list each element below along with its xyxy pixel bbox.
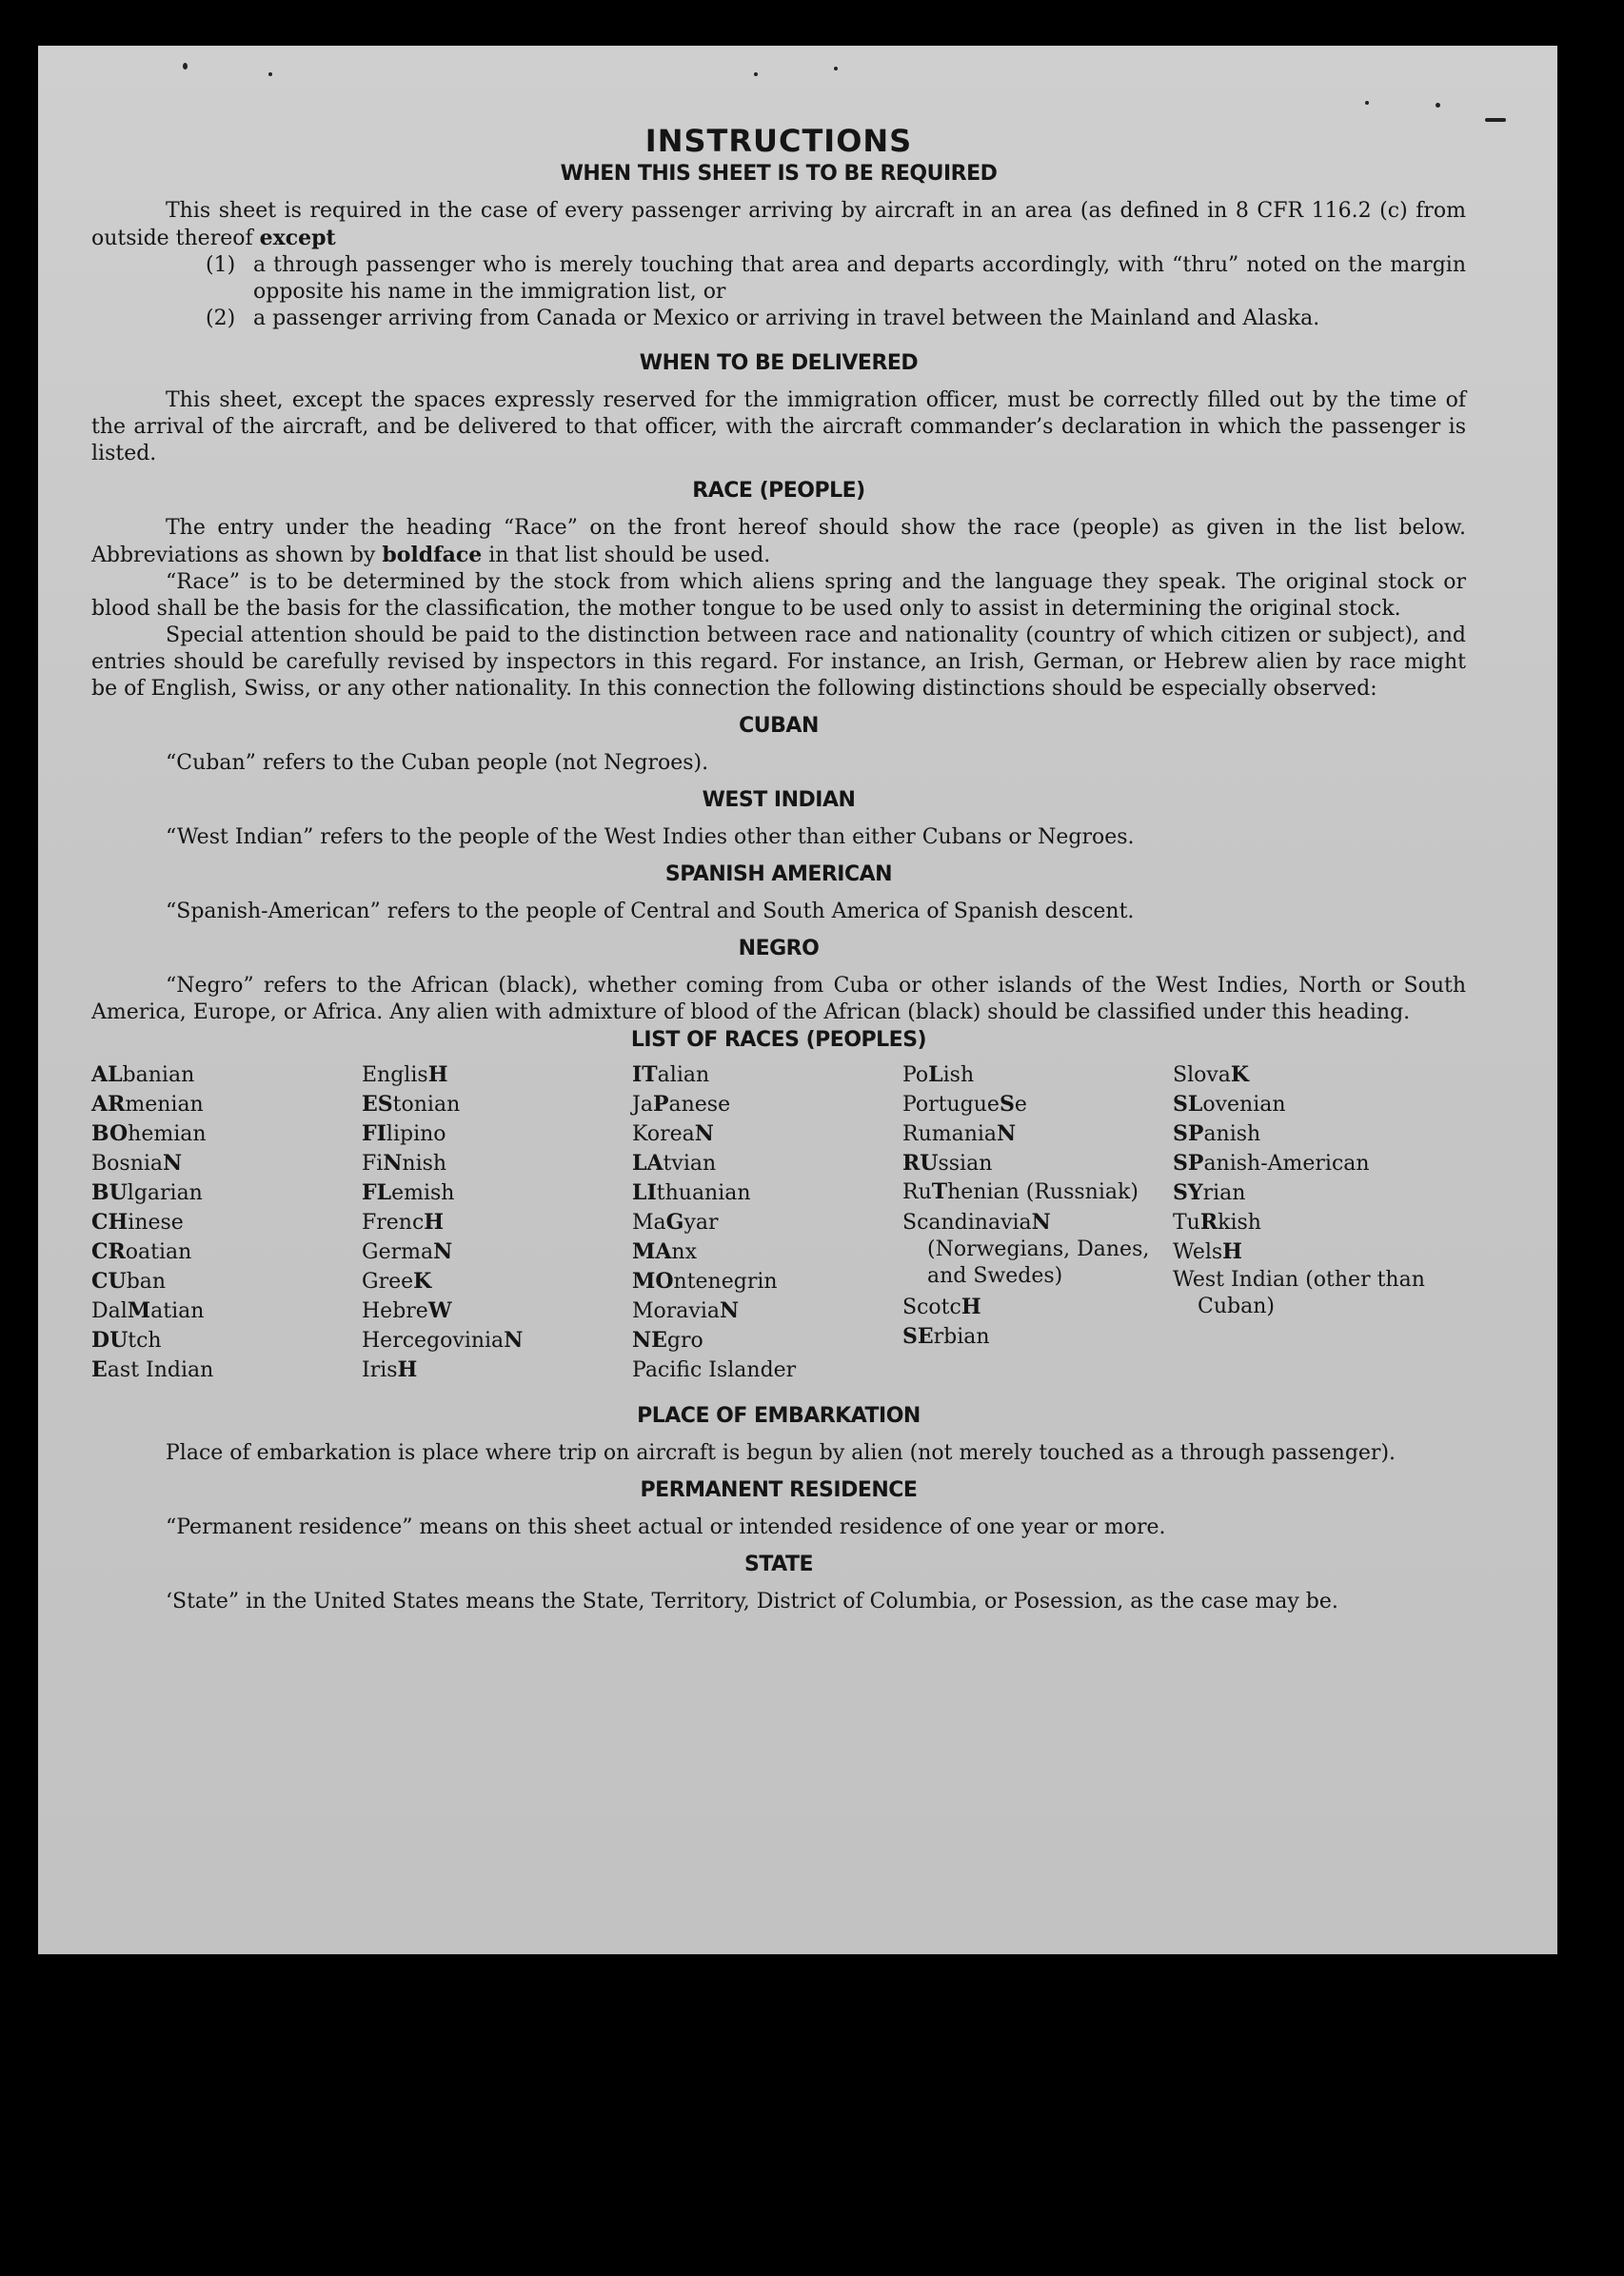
race-entry: FIlipino: [362, 1121, 446, 1146]
race-entry: WelsH: [1173, 1239, 1242, 1264]
race-entry: BUlgarian: [91, 1180, 203, 1205]
heading-west-indian: WEST INDIAN: [702, 788, 856, 812]
race-entry: East Indian: [91, 1357, 214, 1382]
race-entry: FiNnish: [362, 1151, 447, 1176]
race-entry: RuThenian (Russniak): [902, 1179, 1139, 1204]
heading-race: RACE (PEOPLE): [692, 479, 865, 503]
heading-delivered: WHEN TO BE DELIVERED: [639, 351, 919, 375]
instructions-text: [91, 122, 1466, 1615]
heading-required: WHEN THIS SHEET IS TO BE REQUIRED: [560, 162, 998, 186]
races-column: [362, 1060, 632, 1385]
speck: [1436, 103, 1440, 108]
race-entry: MoraviaN: [632, 1298, 740, 1323]
races-column: [902, 1060, 1173, 1385]
race-entry: TuRkish: [1173, 1210, 1261, 1235]
required-item-1: (1) a through passenger who is merely touching that area and departs accordingly, with “thru” noted on the margin opposite his name in the immigration list, or: [206, 253, 1466, 304]
race-entry: ScotcH: [902, 1295, 981, 1319]
race-entry: RUssian: [902, 1151, 993, 1176]
race-entry: FLemish: [362, 1180, 455, 1205]
race-entry: ARmenian: [91, 1092, 204, 1117]
race-entry: DalMatian: [91, 1298, 205, 1323]
race-entry: SYrian: [1173, 1180, 1246, 1205]
race-paragraph-3: Special attention should be paid to the distinction between race and nationality (country of which citizen or subject), and entries should be carefully revised by inspectors in this regard. For instance, an Irish, German, or Hebrew alien by race might be of English, Swiss, or any other nationality. In this connection the following distinctions should be especially observed:: [91, 623, 1466, 701]
race-entry: DUtch: [91, 1328, 162, 1353]
west-indian-text: “West Indian” refers to the people of the West Indies other than either Cubans or Negroes.: [166, 825, 1135, 849]
races-list: [91, 1060, 1466, 1385]
race-entry: RumaniaN: [902, 1121, 1017, 1146]
races-column: [632, 1060, 902, 1385]
race-entry: EnglisH: [362, 1062, 448, 1087]
required-intro: This sheet is required in the case of every passenger arriving by aircraft in an area (as defined in 8 CFR 116.2 (c) from outside thereof except: [91, 199, 1466, 250]
race-entry: CRoatian: [91, 1239, 192, 1264]
race-entry: HercegoviniaN: [362, 1328, 524, 1353]
race-entry: LIthuanian: [632, 1180, 751, 1205]
race-entry: GreeK: [362, 1269, 432, 1294]
race-entry: GermaN: [362, 1239, 453, 1264]
speck: [1485, 118, 1506, 122]
speck: [183, 63, 188, 69]
race-entry: IrisH: [362, 1357, 418, 1382]
race-entry: BosniaN: [91, 1151, 183, 1176]
race-entry: JaPanese: [632, 1092, 731, 1117]
heading-embarkation: PLACE OF EMBARKATION: [637, 1404, 921, 1428]
race-paragraph-2: “Race” is to be determined by the stock from which aliens spring and the language they speak. The original stock or blood shall be the basis for the classification, the mother tongue to be used only to assist in determining the original stock.: [91, 570, 1466, 621]
speck: [754, 72, 758, 76]
speck: [1365, 101, 1369, 105]
race-entry: SlovaK: [1173, 1062, 1250, 1087]
heading-list-of-races: LIST OF RACES (PEOPLES): [630, 1028, 927, 1052]
race-entry: MOntenegrin: [632, 1269, 778, 1294]
race-entry: ScandinaviaN (Norwegians, Danes, and Swedes): [902, 1210, 1150, 1288]
race-entry: EStonian: [362, 1092, 461, 1117]
page-title: INSTRUCTIONS: [644, 123, 913, 159]
race-entry: SPanish: [1173, 1121, 1261, 1146]
race-entry: MaGyar: [632, 1210, 719, 1235]
race-entry: Pacific Islander: [632, 1358, 797, 1382]
heading-cuban: CUBAN: [739, 714, 819, 738]
residence-text: “Permanent residence” means on this sheet actual or intended residence of one year or more.: [166, 1515, 1166, 1539]
race-entry: PoLish: [902, 1062, 975, 1087]
heading-spanish-american: SPANISH AMERICAN: [664, 862, 893, 886]
state-text: ‘State” in the United States means the State, Territory, District of Columbia, or Posession, as the case may be.: [166, 1590, 1338, 1613]
speck: [834, 67, 838, 70]
races-column: [91, 1060, 362, 1385]
race-entry: BOhemian: [91, 1121, 207, 1146]
race-entry: KoreaN: [632, 1121, 714, 1146]
race-entry: NEgro: [632, 1328, 703, 1353]
heading-negro: NEGRO: [738, 937, 820, 960]
cuban-text: “Cuban” refers to the Cuban people (not Negroes).: [166, 751, 709, 775]
race-entry: PortugueSe: [902, 1092, 1027, 1117]
delivered-text: This sheet, except the spaces expressly reserved for the immigration officer, must be correctly filled out by the time of the arrival of the aircraft, and be delivered to that officer, with the aircraft commander’s declaration in which the passenger is listed.: [91, 388, 1466, 465]
heading-state: STATE: [744, 1553, 813, 1576]
races-column: [1173, 1060, 1443, 1385]
race-entry: LAtvian: [632, 1151, 717, 1176]
race-paragraph-1: The entry under the heading “Race” on the front hereof should show the race (people) as given in the list below. Abbreviations as shown by boldface in that list should be used.: [91, 516, 1466, 567]
race-entry: SPanish-American: [1173, 1151, 1370, 1176]
race-entry: West Indian (other than Cuban): [1173, 1268, 1425, 1318]
spanish-american-text: “Spanish-American” refers to the people of Central and South America of Spanish descent.: [166, 900, 1135, 923]
race-entry: CHinese: [91, 1210, 184, 1235]
race-entry: HebreW: [362, 1298, 452, 1323]
race-entry: CUban: [91, 1269, 167, 1294]
race-entry: ALbanian: [91, 1062, 195, 1087]
race-entry: MAnx: [632, 1239, 697, 1264]
heading-residence: PERMANENT RESIDENCE: [640, 1478, 918, 1502]
required-item-2: (2) a passenger arriving from Canada or Mexico or arriving in travel between the Mainland and Alaska.: [206, 307, 1320, 330]
speck: [268, 72, 272, 76]
race-entry: SErbian: [902, 1324, 990, 1349]
race-entry: ITalian: [632, 1062, 710, 1087]
embarkation-text: Place of embarkation is place where trip on aircraft is begun by alien (not merely touched as a through passenger).: [166, 1441, 1396, 1465]
negro-text: “Negro” refers to the African (black), whether coming from Cuba or other islands of the West Indies, North or South America, Europe, or Africa. Any alien with admixture of blood of the African (black) should be classified under this heading.: [91, 974, 1466, 1024]
race-entry: FrencH: [362, 1210, 445, 1235]
race-entry: SLovenian: [1173, 1092, 1286, 1117]
